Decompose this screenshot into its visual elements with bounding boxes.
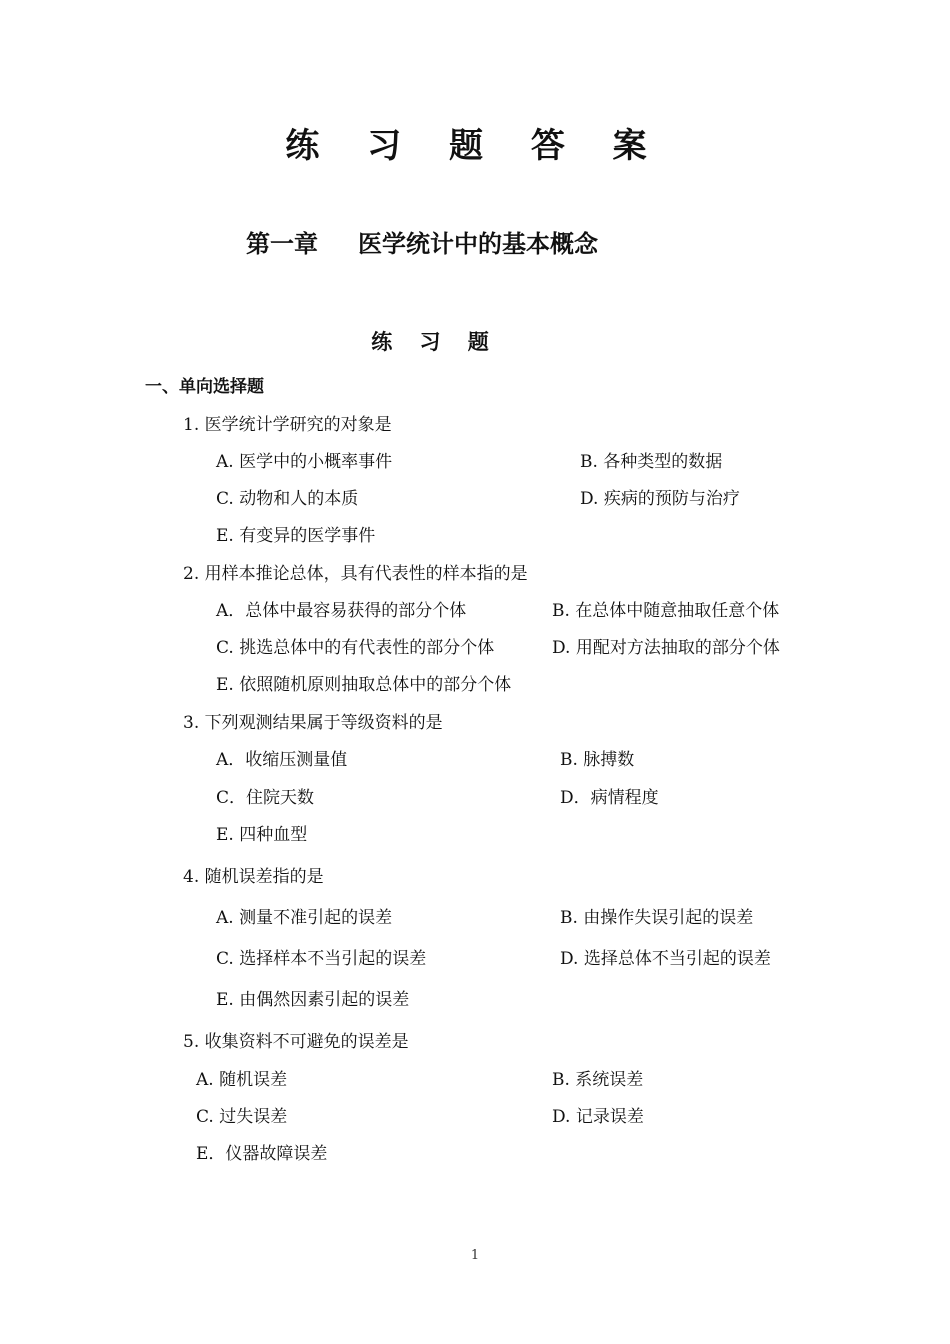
question-3-option-b: B. 脉搏数	[560, 750, 635, 770]
question-1-option-c: C. 动物和人的本质	[216, 489, 359, 509]
question-3-stem: 3. 下列观测结果属于等级资料的是	[183, 713, 443, 733]
question-4-stem: 4. 随机误差指的是	[183, 867, 324, 887]
question-1-option-a: A. 医学中的小概率事件	[216, 452, 393, 472]
chapter-heading	[246, 224, 598, 259]
page-number: 1	[470, 1248, 480, 1263]
question-1-option-b: B. 各种类型的数据	[580, 452, 723, 472]
question-2-option-d: D. 用配对方法抽取的部分个体	[552, 638, 780, 658]
question-2-option-a: A．总体中最容易获得的部分个体	[216, 601, 467, 621]
question-4-option-d: D. 选择总体不当引起的误差	[560, 949, 771, 969]
question-1-stem: 1. 医学统计学研究的对象是	[183, 415, 392, 435]
chapter-number: 第一章	[246, 230, 318, 258]
question-5-option-d: D. 记录误差	[552, 1107, 644, 1127]
question-1-option-e: E. 有变异的医学事件	[216, 526, 376, 546]
question-4-option-b: B. 由操作失误引起的误差	[560, 908, 754, 928]
chapter-name: 医学统计中的基本概念	[358, 230, 598, 258]
question-2-option-c: C. 挑选总体中的有代表性的部分个体	[216, 638, 495, 658]
question-4-option-a: A. 测量不准引起的误差	[216, 908, 393, 928]
section-heading: 一、单向选择题	[145, 377, 264, 397]
question-3-option-d: D．病情程度	[560, 788, 659, 808]
exercise-heading: 练 习 题	[371, 330, 499, 354]
question-4-option-c: C. 选择样本不当引起的误差	[216, 949, 427, 969]
question-2-option-e: E. 依照随机原则抽取总体中的部分个体	[216, 675, 512, 695]
question-5-option-b: B. 系统误差	[552, 1070, 644, 1090]
question-4-option-e: E. 由偶然因素引起的误差	[216, 990, 410, 1010]
question-5-option-c: C. 过失误差	[196, 1107, 288, 1127]
question-5-stem: 5. 收集资料不可避免的误差是	[183, 1032, 409, 1052]
question-5-option-e: E．仪器故障误差	[196, 1144, 328, 1164]
question-3-option-a: A．收缩压测量值	[216, 750, 348, 770]
page-title: 练 习 题 答 案	[285, 126, 665, 166]
question-2-option-b: B. 在总体中随意抽取任意个体	[552, 601, 780, 621]
question-3-option-e: E. 四种血型	[216, 825, 308, 845]
question-1-option-d: D. 疾病的预防与治疗	[580, 489, 740, 509]
question-2-stem: 2. 用样本推论总体，具有代表性的样本指的是	[183, 564, 528, 584]
question-3-option-c: C．住院天数	[216, 788, 315, 808]
question-5-option-a: A. 随机误差	[196, 1070, 288, 1090]
